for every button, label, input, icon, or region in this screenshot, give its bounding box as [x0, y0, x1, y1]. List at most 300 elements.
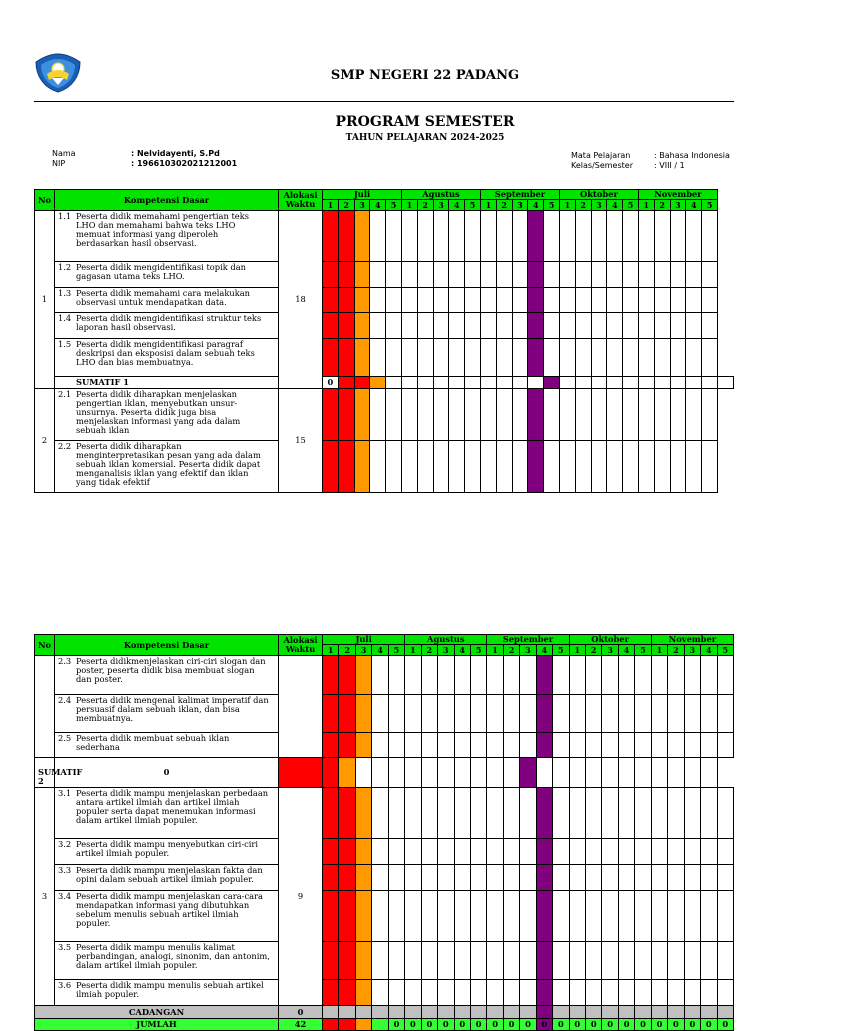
week-cell [354, 441, 370, 493]
week-cell [323, 1019, 339, 1031]
week-cell [686, 441, 702, 493]
week-cell [449, 211, 465, 262]
kd-text: Peserta didikmenjelaskan ciri-ciri slogan dan poster, peserta didik bisa membuat slogan dan poster. [76, 656, 266, 684]
week-cell [496, 389, 512, 441]
week-cell [433, 262, 449, 288]
week-header: 1 [487, 645, 503, 656]
month-header: Agustus [401, 190, 480, 200]
week-cell [470, 942, 486, 980]
week-header: 4 [454, 645, 470, 656]
week-cell [602, 839, 618, 865]
week-cell [559, 389, 575, 441]
week-header: 2 [421, 645, 437, 656]
kd-text: Peserta didik mampu menjelaskan cara-cara mendapatkan informasi yang dibutuhkan sebelum menulis sebuah artikel ilmiah populer. [76, 891, 263, 928]
week-cell [487, 733, 503, 758]
kd-text: Peserta didik mampu menulis sebuah artikel ilmiah populer. [76, 980, 264, 999]
week-cell [575, 339, 591, 377]
week-header: 1 [405, 645, 421, 656]
program-table-1 [34, 189, 734, 493]
week-cell [338, 313, 354, 339]
kd-text: Peserta didik mampu menjelaskan fakta dan opini dalam sebuah artikel ilmiah populer. [76, 865, 263, 884]
week-header: 1 [480, 200, 496, 211]
kd-text: Peserta didik mampu menyebutkan ciri-ciri artikel ilmiah populer. [76, 839, 259, 858]
week-cell [638, 389, 654, 441]
week-cell [575, 313, 591, 339]
week-cell [536, 1006, 552, 1019]
week-cell [553, 758, 569, 788]
week-cell [449, 389, 465, 441]
kd-text: Peserta didik memahami cara melakukan observasi untuk mendapatkan data. [76, 288, 251, 307]
week-cell: 0 [553, 1019, 569, 1031]
week-cell [701, 695, 717, 733]
school-name: SMP NEGERI 22 PADANG [330, 68, 520, 83]
week-cell [465, 211, 481, 262]
week-cell [635, 656, 651, 695]
table-row [35, 656, 734, 695]
week-cell [686, 211, 702, 262]
week-cell: 0 [388, 1019, 404, 1031]
kelas-value: : VIII / 1 [654, 161, 685, 170]
week-cell [405, 788, 421, 839]
week-cell: 0 [651, 1019, 667, 1031]
week-cell [544, 288, 560, 313]
week-cell [339, 942, 355, 980]
kd-text: Peserta didik membuat sebuah iklan sederhana [76, 733, 230, 752]
week-cell [438, 695, 454, 733]
week-cell [717, 733, 734, 758]
week-cell [438, 839, 454, 865]
alokasi-waktu-value: 18 [279, 211, 323, 389]
week-header: 1 [638, 200, 654, 211]
week-cell [372, 656, 388, 695]
week-cell [449, 262, 465, 288]
week-cell [438, 865, 454, 891]
week-cell [388, 733, 404, 758]
week-cell [421, 980, 437, 1006]
week-cell [717, 942, 734, 980]
week-cell [401, 288, 417, 313]
week-cell [323, 389, 339, 441]
week-cell [417, 389, 433, 441]
week-cell [496, 262, 512, 288]
kd-number: 2.1 [58, 389, 72, 399]
week-header: 1 [401, 200, 417, 211]
week-cell [339, 839, 355, 865]
kd-number: 2.4 [58, 695, 72, 705]
week-cell [454, 980, 470, 1006]
week-cell [503, 758, 519, 788]
week-cell [569, 1006, 585, 1019]
week-cell [405, 980, 421, 1006]
kompetensi-dasar-cell [55, 262, 279, 288]
week-cell [470, 1006, 486, 1019]
week-header: 4 [701, 645, 717, 656]
week-cell [372, 788, 388, 839]
page-subtitle: TAHUN PELAJARAN 2024-2025 [345, 133, 505, 143]
kd-number: 1.3 [58, 288, 72, 298]
week-cell: 0 [586, 1019, 602, 1031]
week-cell [503, 980, 519, 1006]
week-cell [544, 211, 560, 262]
month-header: Agustus [405, 635, 487, 645]
week-header: 1 [559, 200, 575, 211]
week-cell [701, 865, 717, 891]
week-cell [520, 695, 536, 733]
week-cell [591, 211, 607, 262]
month-header: September [487, 635, 569, 645]
week-cell [323, 758, 339, 788]
week-cell [559, 262, 575, 288]
week-cell [405, 1006, 421, 1019]
week-cell [536, 788, 552, 839]
week-cell [668, 865, 684, 891]
week-cell [355, 733, 371, 758]
kd-text: Peserta didik mampu menulis kalimat perbandingan, analogi, sinonim, dan antonim, dalam artikel ilmiah populer. [76, 942, 270, 970]
week-cell [651, 695, 667, 733]
week-cell [684, 865, 700, 891]
week-header: 2 [496, 200, 512, 211]
week-cell [684, 891, 700, 942]
week-cell [355, 1019, 371, 1031]
table-row [35, 733, 734, 758]
week-cell [623, 377, 639, 389]
week-cell [433, 339, 449, 377]
week-cell [684, 788, 700, 839]
week-cell [401, 441, 417, 493]
week-cell [401, 211, 417, 262]
week-cell [586, 656, 602, 695]
week-cell [553, 695, 569, 733]
week-cell [438, 891, 454, 942]
week-cell [454, 891, 470, 942]
week-cell [635, 758, 651, 788]
table-row [35, 377, 734, 389]
week-cell [480, 339, 496, 377]
kd-text: Peserta didik mengidentifikasi struktur teks laporan hasil observasi. [76, 313, 262, 332]
week-cell [480, 262, 496, 288]
mapel-label: Mata Pelajaran [571, 151, 631, 160]
month-header: Oktober [569, 635, 651, 645]
week-cell [528, 377, 544, 389]
kompetensi-dasar-cell [55, 441, 279, 493]
week-cell [323, 942, 339, 980]
week-cell [355, 839, 371, 865]
week-cell: 0 [487, 1019, 503, 1031]
week-cell [717, 980, 734, 1006]
week-cell [323, 1006, 339, 1019]
week-cell [635, 788, 651, 839]
week-cell [438, 942, 454, 980]
group-number: 2 [35, 389, 55, 493]
week-cell [339, 1006, 355, 1019]
kd-text: Peserta didik memahami pengertian teks LHO dan memahami bahwa teks LHO memuat informasi yang diperoleh berdasarkan hasil observasi. [76, 211, 250, 248]
week-cell [575, 389, 591, 441]
week-cell [651, 891, 667, 942]
week-header: 2 [503, 645, 519, 656]
kd-text: Peserta didik diharapkan menjelaskan pengertian iklan, menyebutkan unsur-unsurnya. Peserta didik juga bisa menjelaskan informasi yang ada dalam sebuah iklan [76, 389, 241, 435]
program-table-2 [34, 634, 734, 1031]
week-cell [480, 211, 496, 262]
week-cell [668, 758, 684, 788]
week-cell [512, 389, 528, 441]
table-row [35, 389, 734, 441]
week-cell [417, 288, 433, 313]
week-cell [496, 339, 512, 377]
week-header: 5 [470, 645, 486, 656]
week-cell [684, 980, 700, 1006]
week-header: 3 [591, 200, 607, 211]
week-cell: 0 [701, 1019, 717, 1031]
week-cell [623, 441, 639, 493]
week-cell [528, 441, 544, 493]
week-cell [323, 211, 339, 262]
week-header: 3 [433, 200, 449, 211]
week-header: 5 [635, 645, 651, 656]
week-cell [654, 313, 670, 339]
week-cell: 0 [602, 1019, 618, 1031]
week-header: 5 [717, 645, 734, 656]
week-cell [480, 389, 496, 441]
kd-text: Peserta didik mengidentifikasi topik dan gagasan utama teks LHO. [76, 262, 247, 281]
week-cell [401, 377, 417, 389]
week-header: 3 [684, 645, 700, 656]
week-cell [503, 695, 519, 733]
week-cell [355, 865, 371, 891]
kd-number: 3.1 [58, 788, 72, 798]
week-header: 5 [388, 645, 404, 656]
week-cell [635, 1006, 651, 1019]
week-cell [607, 288, 623, 313]
week-cell [370, 441, 386, 493]
week-cell [372, 758, 388, 788]
week-cell: 0 [618, 1019, 634, 1031]
week-cell [591, 377, 607, 389]
week-cell [454, 758, 470, 788]
week-cell [520, 865, 536, 891]
week-cell [618, 980, 634, 1006]
week-cell [487, 891, 503, 942]
week-cell [386, 389, 402, 441]
week-cell [651, 733, 667, 758]
week-cell [520, 733, 536, 758]
kd-number: 1.5 [58, 339, 72, 349]
week-cell [370, 377, 386, 389]
week-cell [323, 980, 339, 1006]
week-cell [370, 389, 386, 441]
week-cell [417, 377, 433, 389]
week-cell [528, 211, 544, 262]
week-cell [623, 211, 639, 262]
week-header: 5 [702, 200, 718, 211]
week-cell [339, 980, 355, 1006]
week-cell [401, 313, 417, 339]
week-cell [487, 758, 503, 788]
week-cell [487, 695, 503, 733]
week-cell: 0 [503, 1019, 519, 1031]
week-cell [338, 211, 354, 262]
week-cell [417, 313, 433, 339]
kompetensi-dasar-cell [55, 891, 279, 942]
week-cell [338, 441, 354, 493]
week-cell [438, 758, 454, 788]
week-cell [559, 377, 575, 389]
alokasi-waktu-value: 9 [279, 788, 323, 1006]
week-cell [405, 695, 421, 733]
week-cell [433, 288, 449, 313]
nama-value: : Nelvidayenti, S.Pd [131, 149, 220, 158]
week-cell [454, 1006, 470, 1019]
week-header: 5 [553, 645, 569, 656]
week-cell [553, 980, 569, 1006]
week-cell [512, 441, 528, 493]
week-header: 1 [323, 645, 339, 656]
week-cell [668, 980, 684, 1006]
week-cell [569, 865, 585, 891]
week-cell [339, 758, 355, 788]
week-cell [635, 942, 651, 980]
week-cell [553, 656, 569, 695]
week-header: 3 [670, 200, 686, 211]
week-cell [553, 891, 569, 942]
week-cell [323, 733, 339, 758]
week-cell [618, 695, 634, 733]
week-cell [602, 733, 618, 758]
week-cell [569, 695, 585, 733]
week-cell [520, 788, 536, 839]
week-cell [421, 942, 437, 980]
week-cell [323, 656, 339, 695]
week-cell [668, 1006, 684, 1019]
week-cell [388, 695, 404, 733]
week-cell [684, 1006, 700, 1019]
week-cell [370, 339, 386, 377]
week-cell [339, 695, 355, 733]
table-row [35, 288, 734, 313]
week-header: 1 [323, 200, 339, 211]
kd-number: 3.2 [58, 839, 72, 849]
week-cell [701, 788, 717, 839]
week-cell [569, 942, 585, 980]
week-cell [602, 942, 618, 980]
week-cell [618, 839, 634, 865]
week-cell [536, 942, 552, 980]
week-cell [421, 733, 437, 758]
week-cell [528, 313, 544, 339]
week-cell [686, 313, 702, 339]
week-header: 2 [586, 645, 602, 656]
week-cell [591, 288, 607, 313]
week-cell [354, 288, 370, 313]
week-cell [487, 656, 503, 695]
sumatif-alloc: 0 [55, 758, 279, 788]
week-cell [354, 211, 370, 262]
week-cell [586, 891, 602, 942]
week-cell [465, 377, 481, 389]
week-cell [388, 891, 404, 942]
week-cell [569, 656, 585, 695]
week-cell [638, 377, 654, 389]
week-cell: 0 [635, 1019, 651, 1031]
table-row [35, 1019, 734, 1031]
week-cell [438, 980, 454, 1006]
week-cell [503, 1006, 519, 1019]
week-cell [372, 1006, 388, 1019]
week-header: 2 [654, 200, 670, 211]
week-cell [520, 942, 536, 980]
week-header: 2 [338, 200, 354, 211]
week-cell [520, 891, 536, 942]
week-cell [569, 788, 585, 839]
week-cell: 0 [684, 1019, 700, 1031]
week-cell [638, 262, 654, 288]
week-cell: 0 [668, 1019, 684, 1031]
week-cell [701, 758, 717, 788]
week-cell [607, 262, 623, 288]
week-cell [586, 942, 602, 980]
week-cell [355, 1006, 371, 1019]
week-cell [338, 389, 354, 441]
week-cell [405, 656, 421, 695]
week-cell [717, 788, 734, 839]
week-cell [503, 865, 519, 891]
week-cell [388, 1006, 404, 1019]
week-cell [654, 377, 670, 389]
week-cell [618, 865, 634, 891]
week-cell [433, 313, 449, 339]
week-cell [512, 211, 528, 262]
week-cell [421, 1006, 437, 1019]
week-header: 4 [536, 645, 552, 656]
week-cell [355, 942, 371, 980]
week-cell [686, 288, 702, 313]
week-cell [470, 891, 486, 942]
week-cell [470, 695, 486, 733]
week-cell [668, 656, 684, 695]
table-row [35, 758, 734, 788]
week-cell [638, 288, 654, 313]
month-header: November [638, 190, 717, 200]
week-cell [569, 733, 585, 758]
week-cell [638, 211, 654, 262]
week-cell [607, 339, 623, 377]
week-cell [569, 891, 585, 942]
week-cell [388, 656, 404, 695]
week-cell [454, 942, 470, 980]
kd-number: 2.5 [58, 733, 72, 743]
week-cell [370, 262, 386, 288]
week-cell [717, 695, 734, 733]
week-cell [470, 865, 486, 891]
kd-number: 1.1 [58, 211, 72, 221]
week-header: 3 [520, 645, 536, 656]
week-cell [607, 377, 623, 389]
week-cell [454, 788, 470, 839]
week-cell [651, 865, 667, 891]
week-cell [438, 733, 454, 758]
week-cell [536, 758, 552, 788]
kompetensi-dasar-cell [55, 313, 279, 339]
week-header: 3 [355, 645, 371, 656]
week-cell [602, 865, 618, 891]
week-cell [717, 891, 734, 942]
week-cell: 0 [421, 1019, 437, 1031]
week-header: 5 [465, 200, 481, 211]
week-cell [602, 695, 618, 733]
group-number: 3 [35, 788, 55, 1006]
table-row [35, 788, 734, 839]
week-cell [454, 839, 470, 865]
week-cell [388, 865, 404, 891]
